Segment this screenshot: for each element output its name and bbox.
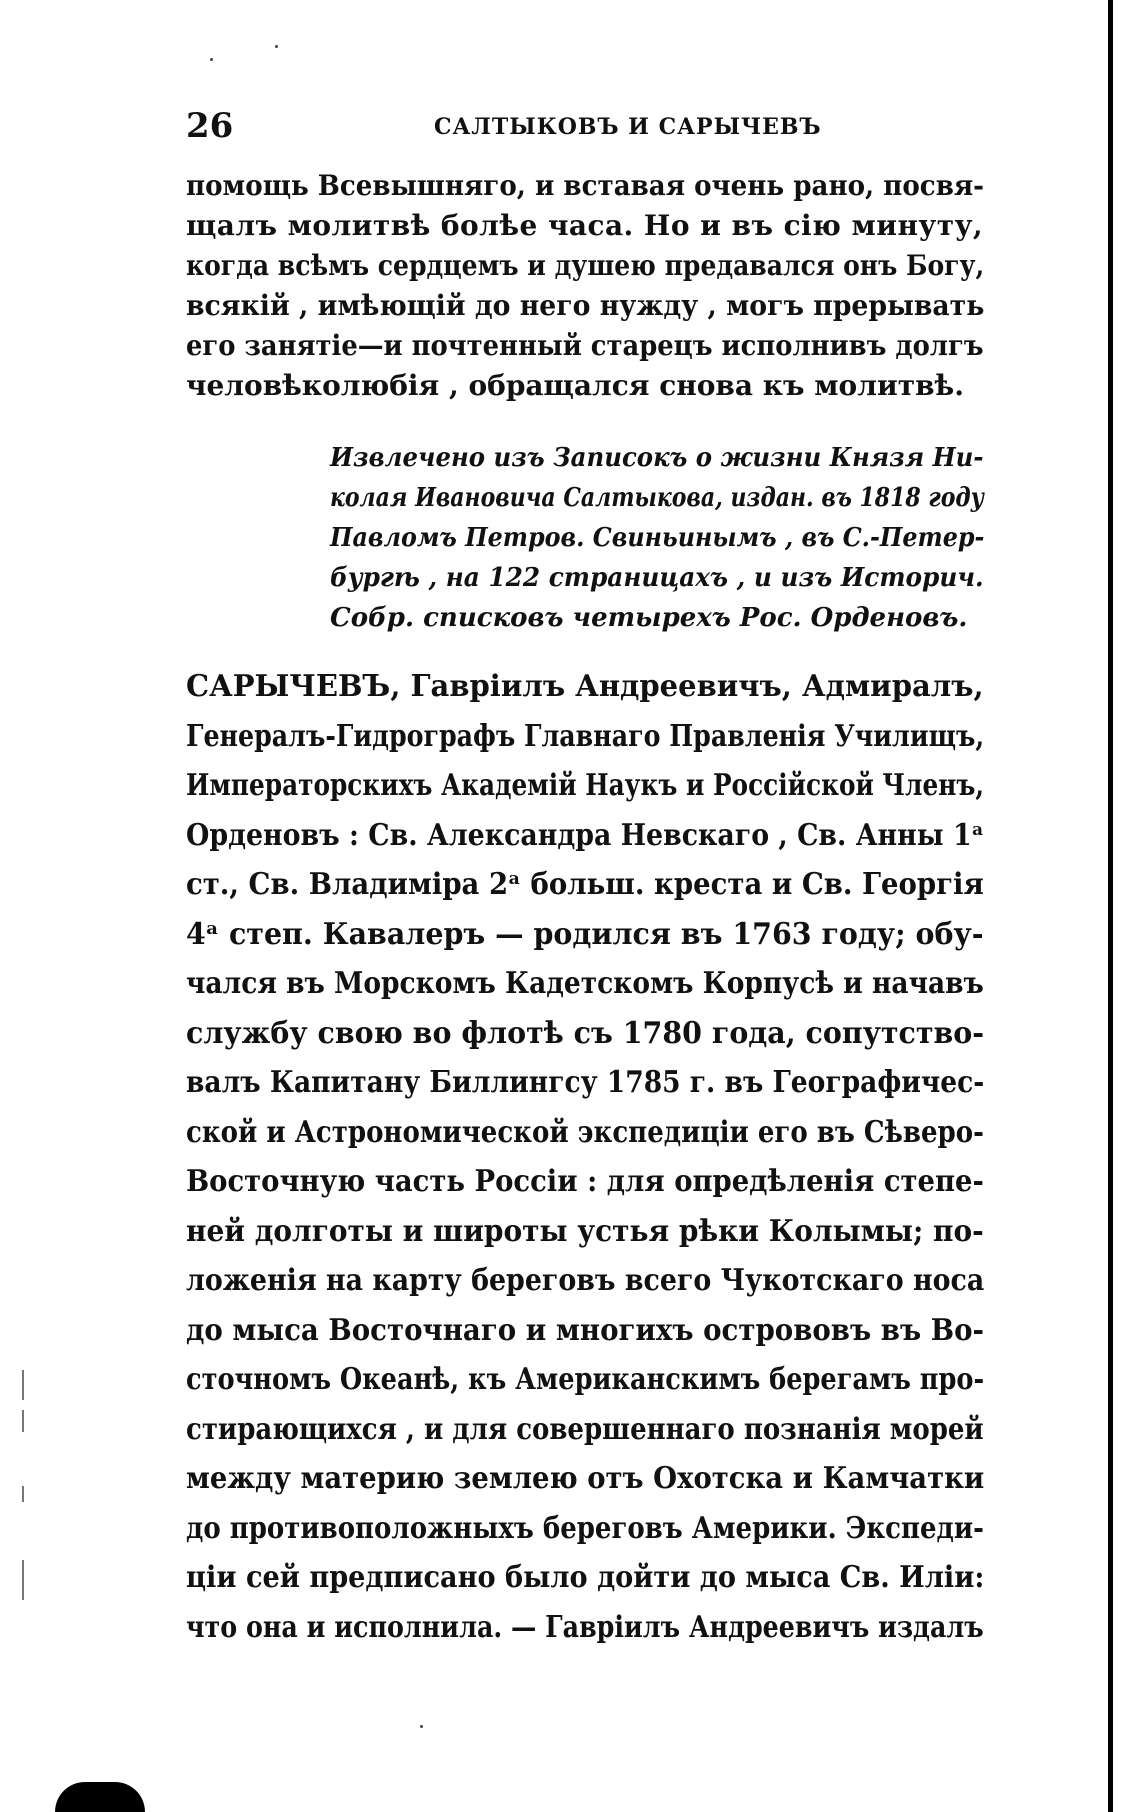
text-line: бургѣ , на 122 страницахъ , и изъ Историч.	[330, 563, 984, 593]
text-line: стирающихся , и для совершеннаго познанія морей	[186, 1411, 984, 1447]
text-line: ней долготы и широты устья рѣки Колымы; по-	[186, 1213, 984, 1249]
text-line: всякій , имѣющій до него нужду , могъ прерывать	[186, 289, 985, 322]
text-line: ст., Св. Владиміра 2ᵃ больш. креста и Св. Георгія	[186, 867, 984, 902]
scan-smudge	[55, 1782, 145, 1812]
speck	[420, 1725, 423, 1728]
text-line: Извлечено изъ Записокъ о жизни Князя Ни-	[330, 443, 984, 473]
margin-mark	[22, 1410, 24, 1432]
text-line: щалъ молитвѣ болѣе часа. Но и въ сію минуту,	[186, 209, 984, 242]
text-line: Орденовъ : Св. Александра Невскаго , Св. Анны 1ᵃ	[186, 817, 985, 853]
text-line: его занятіе—и почтенный старецъ исполнивъ долгъ	[186, 329, 984, 362]
speck	[210, 58, 213, 61]
text-line: ложенія на карту береговъ всего Чукотскаго носа	[186, 1263, 985, 1298]
text-line: чался въ Морскомъ Кадетскомъ Корпусѣ и начавъ	[186, 966, 984, 1001]
text-line: службу свою во флотѣ съ 1780 года, сопутство-	[186, 1015, 985, 1051]
text-line: Императорскихъ Академій Наукъ и Россійской Членъ,	[186, 768, 984, 803]
text-line: Восточную часть Россіи : для опредѣленія степе-	[186, 1164, 984, 1199]
margin-mark	[22, 1370, 24, 1400]
margin-mark	[22, 1486, 24, 1502]
text-line: до противоположныхъ береговъ Америки. Экспеди-	[186, 1510, 984, 1546]
text-line: валъ Капитану Биллингсу 1785 г. въ Географичес-	[186, 1065, 985, 1100]
text-line: что она и исполнила. — Гавріилъ Андреевичъ издалъ	[186, 1609, 984, 1645]
speck	[275, 45, 278, 48]
text-line: между материю землею отъ Охотска и Камчатки	[186, 1461, 985, 1496]
text-line: помощь Всевышняго, и вставая очень рано, посвя-	[186, 169, 985, 202]
page-edge-rule	[1108, 0, 1113, 1812]
text-line: когда всѣмъ сердцемъ и душею предавался онъ Богу,	[186, 249, 985, 282]
text-line: ціи сей предписано было дойти до мыса Св. Иліи:	[186, 1560, 985, 1595]
page-number: 26	[186, 106, 234, 146]
text-line: Генералъ-Гидрографъ Главнаго Правленія Училищъ,	[186, 718, 985, 754]
text-line: сточномъ Океанѣ, къ Американскимъ берегамъ про-	[186, 1362, 985, 1397]
text-line: Собр. списковъ четырехъ Рос. Орденовъ.	[330, 603, 968, 633]
page-header	[186, 106, 986, 146]
text-line: до мыса Восточнаго и многихъ острововъ въ Во-	[186, 1312, 984, 1348]
text-line: Павломъ Петров. Свиньинымъ , въ С.-Петер-	[330, 523, 985, 553]
margin-mark	[22, 1560, 24, 1600]
text-line: 4ᵃ степ. Кавалеръ — родился въ 1763 году; обу-	[186, 916, 984, 952]
text-line: колая Ивановича Салтыкова, издан. въ 1818 году	[330, 483, 984, 513]
running-head: САЛТЫКОВЪ И САРЫЧЕВЪ	[434, 114, 822, 140]
text-line: ской и Астрономической экспедиціи его въ Сѣверо-	[186, 1114, 984, 1150]
text-line: САРЫЧЕВЪ, Гавріилъ Андреевичъ, Адмиралъ,	[186, 669, 984, 704]
text-line: человѣколюбія , обращался снова къ молитвѣ.	[186, 369, 964, 402]
